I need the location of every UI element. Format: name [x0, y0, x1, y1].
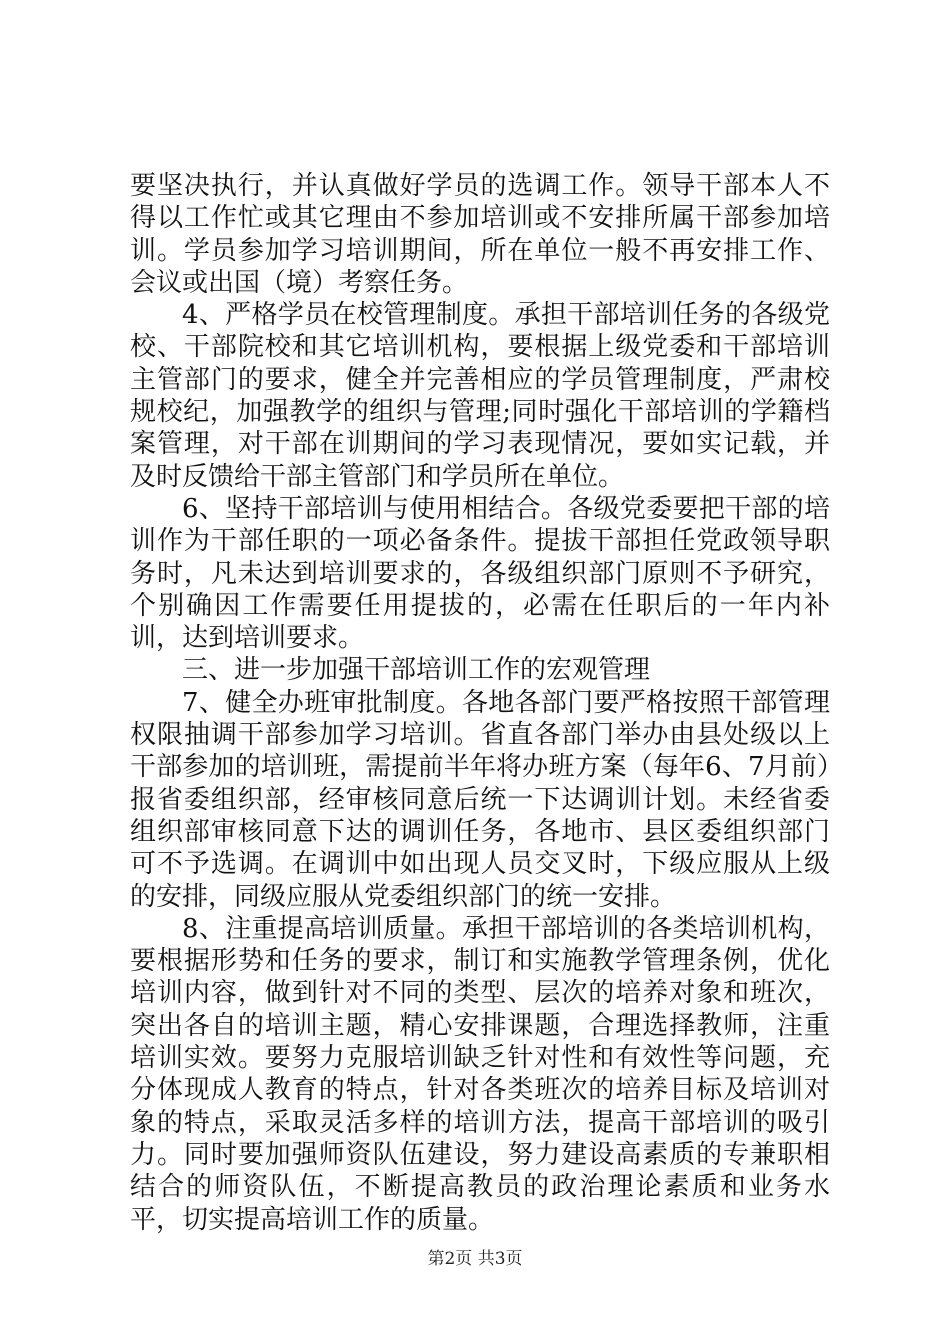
- paragraph-item-6: 6、坚持干部培训与使用相结合。各级党委要把干部的培训作为干部任职的一项必备条件。提拔干部担任党政领导职务时，凡未达到培训要求的，各级组织部门原则不予研究，个别确因工作需要任用提拔的，必需在任职后的一年内补训，达到培训要求。: [130, 493, 830, 654]
- document-body: [130, 170, 830, 1236]
- paragraph-item-7: 7、健全办班审批制度。各地各部门要严格按照干部管理权限抽调干部参加学习培训。省直各部门举办由县处级以上干部参加的培训班，需提前半年将办班方案（每年6、7月前）报省委组织部，经审核同意后统一下达调训计划。未经省委组织部审核同意下达的调训任务，各地市、县区委组织部门可不予选调。在调训中如出现人员交叉时，下级应服从上级的安排，同级应服从党委组织部门的统一安排。: [130, 687, 830, 912]
- page-footer: 第2页 共3页: [427, 1249, 523, 1269]
- paragraph-item-8: 8、注重提高培训质量。承担干部培训的各类培训机构，要根据形势和任务的要求，制订和实施教学管理条例，优化培训内容，做到针对不同的类型、层次的培养对象和班次，突出各自的培训主题，精心安排课题，合理选择教师，注重培训实效。要努力克服培训缺乏针对性和有效性等问题，充分体现成人教育的特点，针对各类班次的培养目标及培训对象的特点，采取灵活多样的培训方法，提高干部培训的吸引力。同时要加强师资队伍建设，努力建设高素质的专兼职相结合的师资队伍，不断提高教员的政治理论素质和业务水平，切实提高培训工作的质量。: [130, 913, 830, 1235]
- paragraph-item-4: 4、严格学员在校管理制度。承担干部培训任务的各级党校、干部院校和其它培训机构，要根据上级党委和干部培训主管部门的要求，健全并完善相应的学员管理制度，严肃校规校纪，加强教学的组织与管理;同时强化干部培训的学籍档案管理，对干部在训期间的学习表现情况，要如实记载，并及时反馈给干部主管部门和学员所在单位。: [130, 300, 830, 492]
- section-heading-3: 三、进一步加强干部培训工作的宏观管理: [182, 655, 651, 686]
- paragraph-continuation: 要坚决执行，并认真做好学员的选调工作。领导干部本人不得以工作忙或其它理由不参加培训或不安排所属干部参加培训。学员参加学习培训期间，所在单位一般不再安排工作、会议或出国（境）考察任务。: [130, 171, 830, 298]
